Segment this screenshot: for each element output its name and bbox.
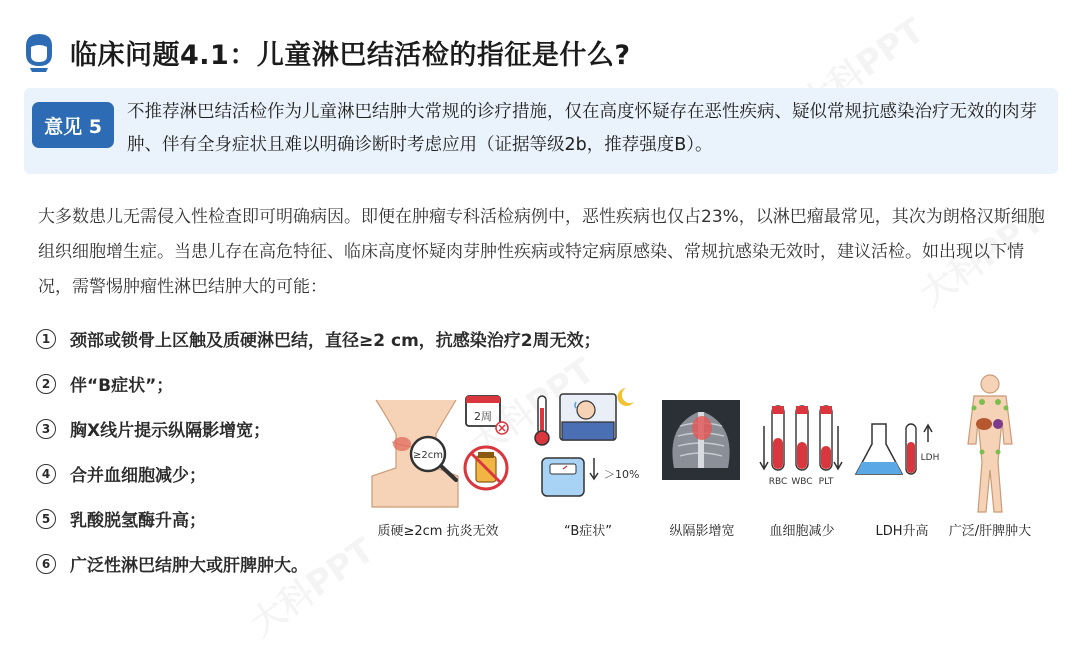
node-size-label: ≥2cm [413, 450, 443, 461]
wbc-label: WBC [791, 477, 813, 487]
list-item [36, 541, 601, 586]
recommendation-badge: 意见 5 [32, 102, 114, 148]
ldh-label: LDH [920, 453, 940, 463]
rbc-label: RBC [768, 477, 788, 487]
calendar-label: 2周 [474, 410, 492, 423]
weight-scale-icon [542, 458, 639, 496]
list-item-text: 广泛性淋巴结肿大或肝脾肿大。 [70, 556, 308, 576]
list-number: 6 [36, 554, 56, 574]
moon-icon [618, 388, 634, 406]
list-item-text: 胸X线片提示纵隔影增宽； [70, 421, 271, 441]
recommendation-box [24, 88, 1058, 174]
list-number: 3 [36, 419, 56, 439]
caption-organomegaly: 广泛/肝脾肿大 [948, 524, 1032, 539]
chest-xray-icon [662, 400, 740, 480]
thermometer-icon [535, 396, 549, 445]
caption-cytopenia: 血细胞减少 [769, 524, 835, 539]
recommendation-text: 不推荐淋巴结活检作为儿童淋巴结肿大常规的诊疗措施，仅在高度怀疑存在恶性疾病、疑似常规抗感染治疗无效的肉芽肿、伴有全身症状且难以明确诊断时考虑应用（证据等级2b，推荐强度B）。 [127, 102, 1037, 155]
calendar-icon [466, 396, 508, 434]
page-title: 临床问题4.1：儿童淋巴结活检的指征是什么? [70, 39, 631, 71]
flask-icon [856, 424, 939, 474]
weight-loss-label: ＞10% [604, 468, 640, 481]
list-number: 5 [36, 509, 56, 529]
symptom-illustration [362, 372, 1062, 547]
teacher-avatar-icon [22, 32, 56, 72]
neck-lymph-node-icon [372, 400, 458, 507]
caption-ldh: LDH升高 [875, 524, 929, 539]
list-number: 1 [36, 329, 56, 349]
body-paragraph: 大多数患儿无需侵入性检查即可明确病因。即便在肿瘤专科活检病例中，恶性疾病也仅占23%，以淋巴瘤最常见，其次为朗格汉斯细胞组织细胞增生症。当患儿存在高危特征、临床高度怀疑肉芽肿性疾病或特定病原感染、常规抗感染无效时，建议活检。如出现以下情况，需警惕肿瘤性淋巴结肿大的可能： [38, 207, 1045, 297]
plt-label: PLT [818, 477, 834, 487]
list-item-text: 合并血细胞减少； [70, 466, 206, 486]
list-item-text: 颈部或锁骨上区触及质硬淋巴结，直径≥2 cm，抗感染治疗2周无效； [70, 331, 601, 351]
list-item-text: 伴“B症状”； [70, 376, 174, 396]
caption-b-symptom: “B症状” [564, 524, 612, 539]
list-number: 4 [36, 464, 56, 484]
caption-mediastinum: 纵隔影增宽 [669, 524, 735, 539]
night-sweat-icon [560, 394, 616, 440]
caption-node: 质硬≥2cm 抗炎无效 [377, 524, 499, 539]
list-item [36, 316, 601, 361]
body-organ-icon [968, 375, 1012, 512]
list-number: 2 [36, 374, 56, 394]
no-medicine-icon [465, 447, 507, 489]
blood-tube-icon [760, 406, 842, 487]
page-header [22, 30, 631, 74]
list-item-text: 乳酸脱氢酶升高； [70, 511, 206, 531]
